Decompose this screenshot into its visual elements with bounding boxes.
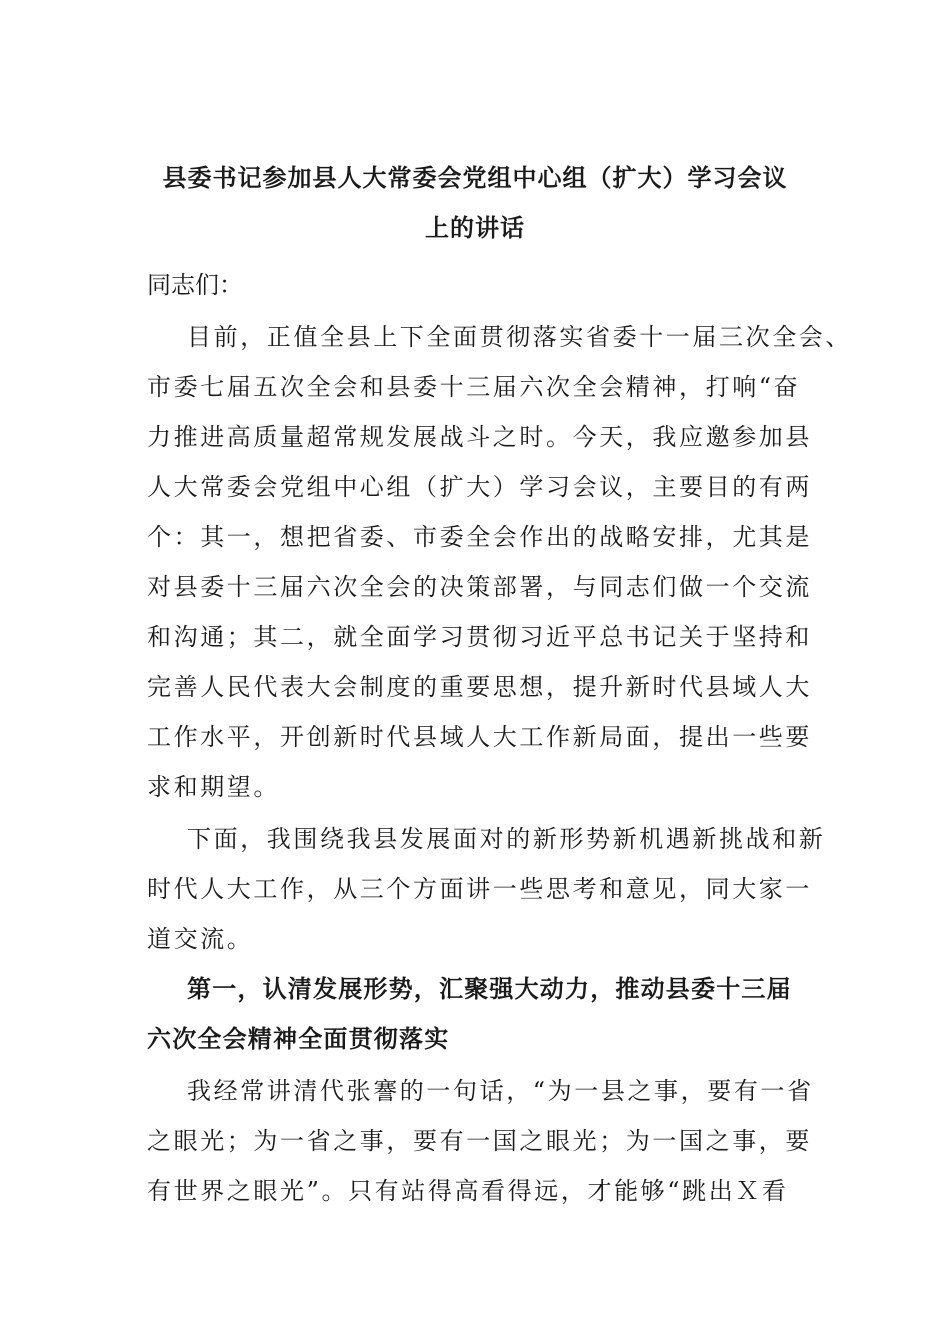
paragraph-line: 工作水平，开创新时代县域人大工作新局面，提出一些要 [147, 723, 812, 751]
paragraph-line: 完善人民代表大会制度的重要思想，提升新时代县域人大 [147, 673, 812, 701]
paragraph-line: 我经常讲清代张謇的一句话，“为一县之事，要有一省 [187, 1077, 814, 1105]
salutation: 同志们： [147, 271, 243, 299]
paragraph-line: 和沟通；其二，就全面学习贯彻习近平总书记关于坚持和 [147, 623, 812, 651]
paragraph-line: 市委七届五次全会和县委十三届六次全会精神，打响“奋 [147, 373, 801, 401]
section-heading: 六次全会精神全面贯彻落实 [147, 1025, 450, 1053]
paragraph-line: 道交流。 [147, 925, 254, 953]
paragraph-line: 之眼光；为一省之事，要有一国之眼光；为一国之事，要 [147, 1127, 812, 1155]
section-heading: 第一，认清发展形势，汇聚强大动力，推动县委十三届 [187, 975, 792, 1003]
paragraph-line: 个：其一，想把省委、市委全会作出的战略安排，尤其是 [147, 523, 812, 551]
paragraph-line: 时代人大工作，从三个方面讲一些思考和意见，同大家一 [147, 875, 812, 903]
paragraph-line: 力推进高质量超常规发展战斗之时。今天，我应邀参加县 [147, 423, 812, 451]
paragraph-line: 对县委十三届六次全会的决策部署，与同志们做一个交流 [147, 573, 812, 601]
paragraph-line: 有世界之眼光”。只有站得高看得远，才能够“跳出Ｘ看 [147, 1177, 789, 1205]
document-title-line-1: 县委书记参加县人大常委会党组中心组（扩大）学习会议 [162, 164, 788, 192]
paragraph-line: 下面，我围绕我县发展面对的新形势新机遇新挑战和新 [187, 825, 826, 853]
paragraph-line: 求和期望。 [147, 773, 280, 801]
paragraph-line: 目前，正值全县上下全面贯彻落实省委十一届三次全会、 [187, 323, 852, 351]
document-title-line-2: 上的讲话 [425, 214, 525, 242]
paragraph-line: 人大常委会党组中心组（扩大）学习会议，主要目的有两 [147, 473, 812, 501]
